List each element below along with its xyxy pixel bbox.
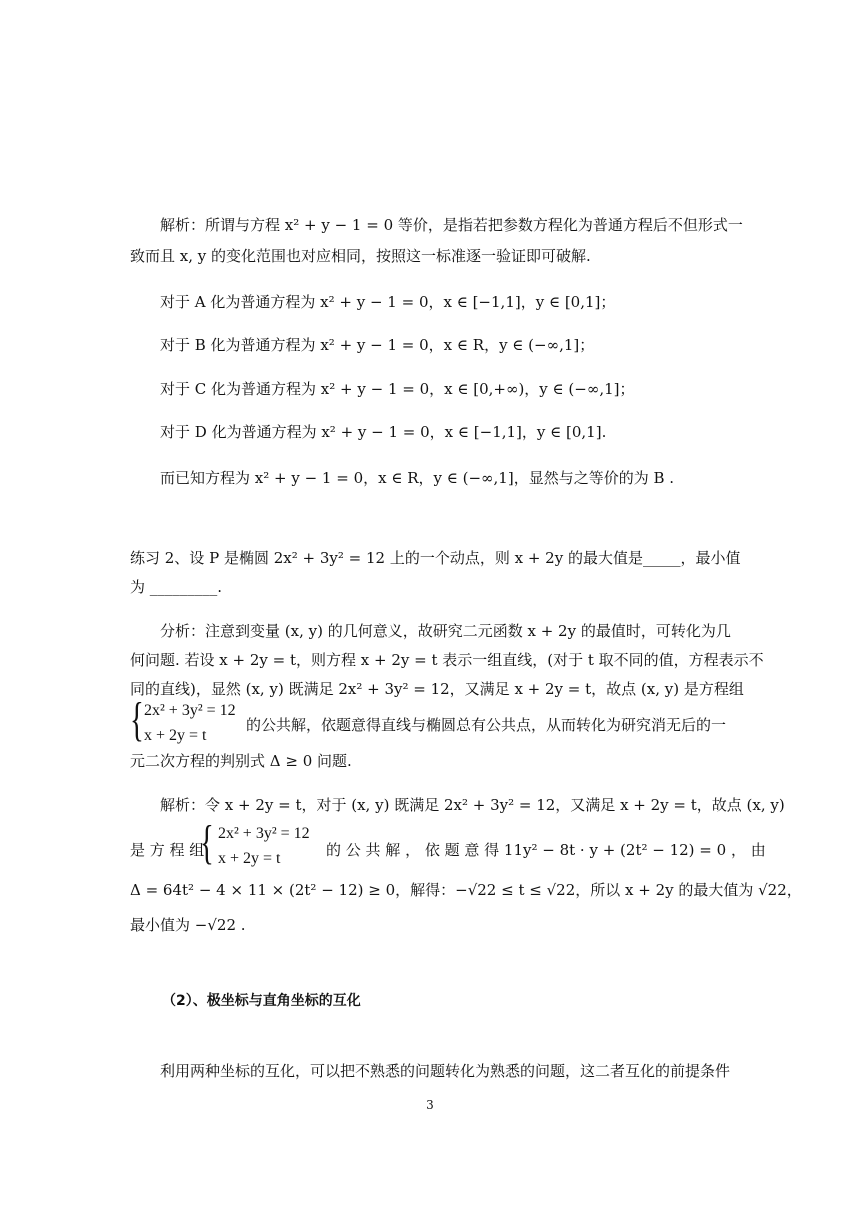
analysis2-line3: 同的直线)，显然 (x, y) 既满足 2x² + 3y² = 12，又满足 x + 2y = t，故点 (x, y) 是方程组 — [130, 680, 744, 698]
analysis2-system-text: 的公共解，依题意得直线与椭圆总有公共点，从而转化为研究消无后的一 — [246, 716, 727, 734]
exercise2-line2: 为 _________. — [130, 578, 223, 596]
option-a: 对于 A 化为普通方程为 x² + y − 1 = 0，x ∈ [−1,1]，y ∈ [0,1]； — [160, 293, 616, 311]
analysis1-line1: 解析：所谓与方程 x² + y − 1 = 0 等价，是指若把参数方程化为普通方程后不但形式一 — [160, 216, 743, 234]
brace-icon: { — [200, 816, 214, 869]
system-equation-1: 2x² + 3y² = 12 — [144, 702, 236, 719]
solution2-line1: 解析：令 x + 2y = t，对于 (x, y) 既满足 2x² + 3y² = 12，又满足 x + 2y = t，故点 (x, y) — [160, 796, 785, 814]
page-number: 3 — [426, 1098, 434, 1112]
last-paragraph: 利用两种坐标的互化，可以把不熟悉的问题转化为熟悉的问题，这二者互化的前提条件 — [160, 1062, 731, 1080]
analysis2-equation-system — [130, 693, 730, 746]
solution2-line3: Δ = 64t² − 4 × 11 × (2t² − 12) ≥ 0，解得：−√22 ≤ t ≤ √22，所以 x + 2y 的最大值为 √22， — [130, 881, 802, 899]
solution2-line4: 最小值为 −√22 . — [130, 916, 246, 934]
analysis2-line5: 元二次方程的判别式 Δ ≥ 0 问题. — [130, 752, 352, 770]
option-b: 对于 B 化为普通方程为 x² + y − 1 = 0，x ∈ R，y ∈ (−∞,1]； — [160, 336, 595, 354]
option-d: 对于 D 化为普通方程为 x² + y − 1 = 0，x ∈ [−1,1]，y ∈ [0,1]. — [160, 423, 607, 441]
analysis2-line1: 分析：注意到变量 (x, y) 的几何意义，故研究二元函数 x + 2y 的最值时，可转化为几 — [160, 622, 731, 640]
section-heading: （2）、极坐标与直角坐标的互化 — [162, 993, 361, 1009]
solution2-equation-system — [130, 816, 766, 869]
system-equation-2: x + 2y = t — [218, 850, 281, 867]
exercise2-line1: 练习 2、设 P 是椭圆 2x² + 3y² = 12 上的一个动点，则 x + 2y 的最大值是_____，最小值 — [130, 549, 741, 567]
analysis1-line2: 致而且 x, y 的变化范围也对应相同，按照这一标准逐一验证即可破解. — [130, 247, 591, 265]
option-c: 对于 C 化为普通方程为 x² + y − 1 = 0，x ∈ [0,+∞)，y ∈ (−∞,1]； — [160, 380, 635, 398]
conclusion1: 而已知方程为 x² + y − 1 = 0，x ∈ R，y ∈ (−∞,1]，显然与之等价的为 B . — [160, 469, 675, 487]
solution2-system-text: 的 公 共 解 ， 依 题 意 得 11y² − 8t · y + (2t² − 12) = 0 ， 由 — [326, 841, 766, 859]
solution2-system-prefix: 是 方 程 组 — [130, 841, 205, 859]
analysis2-line2: 何问题. 若设 x + 2y = t，则方程 x + 2y = t 表示一组直线，(对于 t 取不同的值，方程表示不 — [130, 651, 764, 669]
system-equation-2: x + 2y = t — [144, 727, 207, 744]
system-equation-1: 2x² + 3y² = 12 — [218, 825, 310, 842]
brace-icon: { — [130, 693, 144, 746]
